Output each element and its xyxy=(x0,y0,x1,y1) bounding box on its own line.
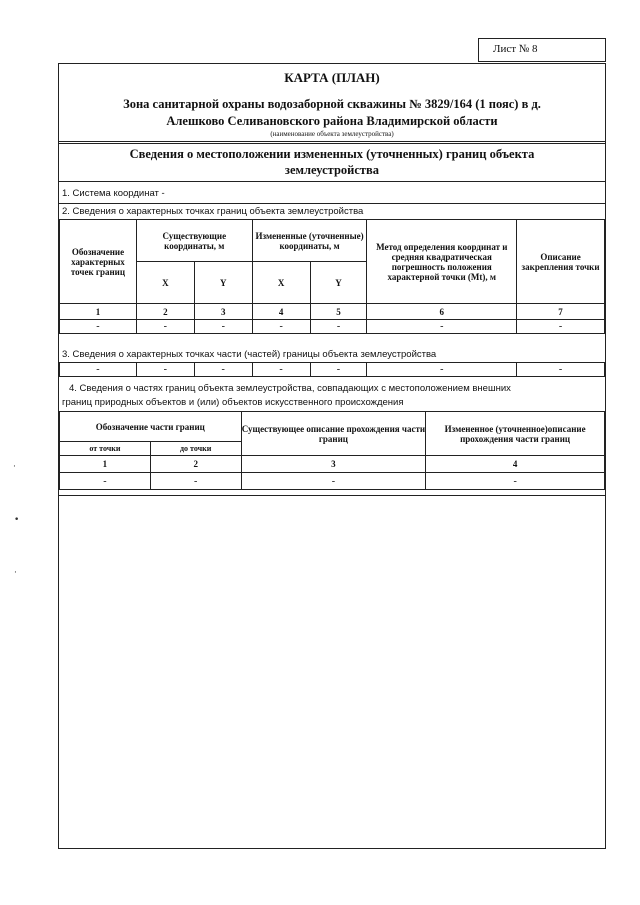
header-existing-description: Существующее описание прохождения части границ xyxy=(241,412,426,456)
header-y: Y xyxy=(194,262,252,304)
scan-mark: · xyxy=(14,568,17,578)
column-number: 2 xyxy=(136,304,194,320)
boundary-parts-points-table xyxy=(59,362,605,377)
column-number: 3 xyxy=(241,456,426,473)
object-name-line2: Алешково Селивановского района Владимирской области xyxy=(166,114,498,128)
table-cell: - xyxy=(60,473,151,490)
header-part-designation: Обозначение части границ xyxy=(60,412,242,442)
header-existing-coords: Существующие координаты, м xyxy=(136,220,252,262)
column-number: 4 xyxy=(426,456,605,473)
header-x: X xyxy=(136,262,194,304)
boundary-points-table xyxy=(59,219,605,334)
header-to-point: до точки xyxy=(150,442,241,456)
column-number: 7 xyxy=(517,304,605,320)
table-cell: - xyxy=(310,320,367,334)
table-cell: - xyxy=(517,320,605,334)
header-y: Y xyxy=(310,262,367,304)
section-4-label-line2: границ природных объектов и (или) объектов искусственного происхождения xyxy=(62,397,404,408)
header-x: X xyxy=(252,262,310,304)
object-name-line1: Зона санитарной охраны водозаборной скважины № 3829/164 (1 пояс) в д. xyxy=(123,97,541,111)
natural-boundaries-table xyxy=(59,411,605,490)
table-cell: - xyxy=(517,363,605,377)
table-cell: - xyxy=(60,363,137,377)
table-cell: - xyxy=(310,363,367,377)
column-number: 4 xyxy=(252,304,310,320)
table-cell: - xyxy=(60,320,137,334)
table-cell: - xyxy=(194,320,252,334)
table-cell: - xyxy=(367,320,517,334)
table-cell: - xyxy=(367,363,517,377)
header-designation: Обозначение характерных точек границ xyxy=(60,220,137,304)
coordinate-system-label: 1. Система координат - xyxy=(62,188,165,199)
divider xyxy=(59,143,605,144)
section-4-label-line1: 4. Сведения о частях границ объекта землеустройства, совпадающих с местоположением внешних xyxy=(69,383,511,394)
table-cell: - xyxy=(252,363,310,377)
scan-mark: • xyxy=(14,515,20,525)
sheet-number: Лист № 8 xyxy=(478,38,606,62)
section-title-line2: землеустройства xyxy=(284,163,380,177)
table-cell: - xyxy=(136,320,194,334)
header-fixation: Описание закрепления точки xyxy=(517,220,605,304)
document-frame xyxy=(58,63,606,849)
table-cell: - xyxy=(136,363,194,377)
header-changed-description: Измененное (уточненное)описание прохождения части границ xyxy=(426,412,605,456)
section-2-label: 2. Сведения о характерных точках границ объекта землеустройства xyxy=(62,206,364,217)
table-cell: - xyxy=(252,320,310,334)
section-title-line1: Сведения о местоположении измененных (уточненных) границ объекта xyxy=(129,147,535,161)
table-cell: - xyxy=(241,473,426,490)
header-from-point: от точки xyxy=(60,442,151,456)
header-method: Метод определения координат и средняя квадратическая погрешность положения характерной точки (Mt), м xyxy=(367,220,517,304)
scan-mark: · xyxy=(13,462,16,472)
divider xyxy=(59,181,605,182)
column-number: 1 xyxy=(60,304,137,320)
object-name-caption: (наименование объекта землеустройства) xyxy=(270,130,394,138)
column-number: 2 xyxy=(150,456,241,473)
column-number: 5 xyxy=(310,304,367,320)
table-cell: - xyxy=(426,473,605,490)
column-number: 6 xyxy=(367,304,517,320)
section-3-label: 3. Сведения о характерных точках части (частей) границы объекта землеустройства xyxy=(62,349,437,360)
map-title: КАРТА (ПЛАН) xyxy=(284,70,380,85)
divider xyxy=(59,203,605,204)
column-number: 1 xyxy=(60,456,151,473)
column-number: 3 xyxy=(194,304,252,320)
table-cell: - xyxy=(194,363,252,377)
table-cell: - xyxy=(150,473,241,490)
divider xyxy=(59,141,605,142)
divider xyxy=(59,495,605,496)
header-changed-coords: Измененные (уточненные) координаты, м xyxy=(252,220,367,262)
